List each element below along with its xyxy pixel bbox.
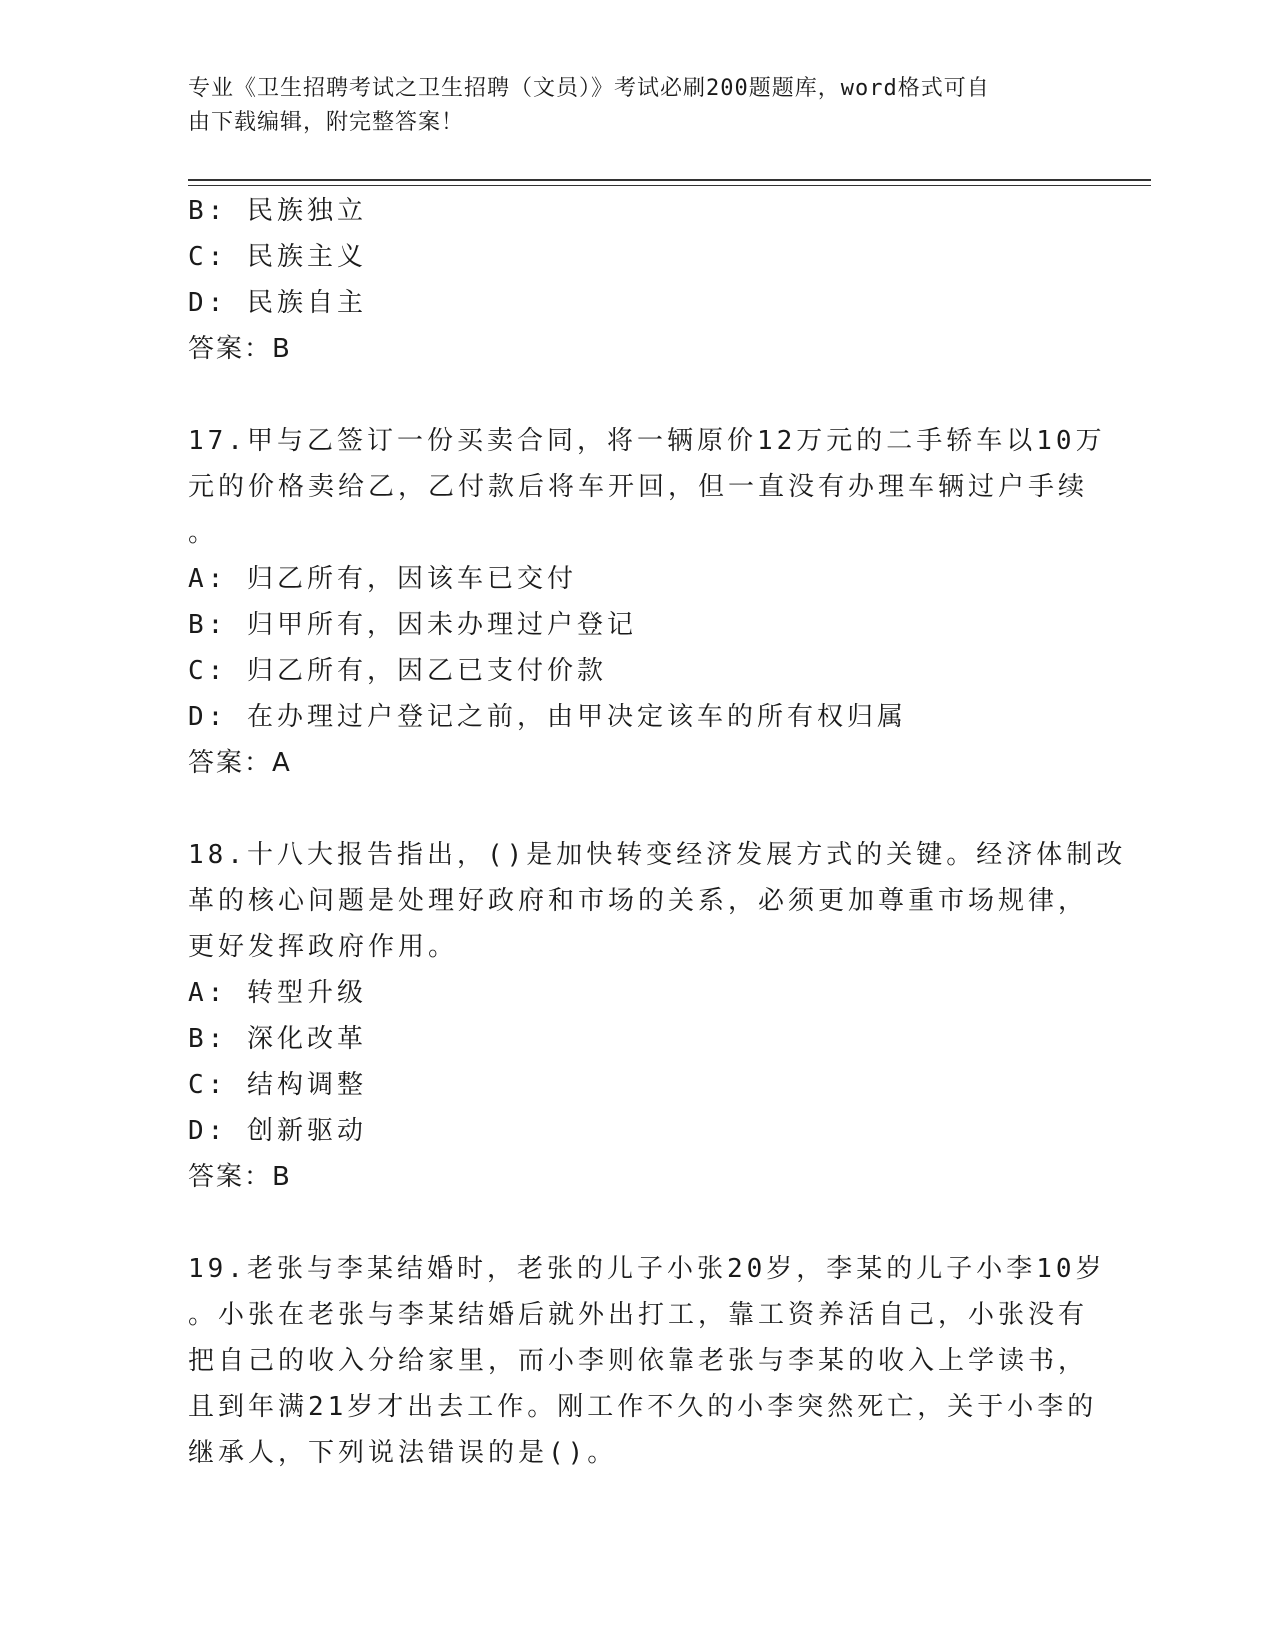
question-text-line: 把自己的收入分给家里，而小李则依靠老张与李某的收入上学读书， bbox=[188, 1346, 1089, 1376]
option-d: D: 民族自主 bbox=[188, 288, 367, 318]
question-text-line: 元的价格卖给乙，乙付款后将车开回，但一直没有办理车辆过户手续 bbox=[188, 472, 1089, 502]
question-17 bbox=[188, 418, 1106, 786]
document-body bbox=[188, 188, 1127, 1476]
header-line-1: 专业《卫生招聘考试之卫生招聘（文员）》考试必刷200题题库，word格式可自 bbox=[188, 76, 990, 101]
option-b: B: 深化改革 bbox=[188, 1024, 367, 1054]
question-text-line: 17.甲与乙签订一份买卖合同，将一辆原价12万元的二手轿车以10万 bbox=[188, 426, 1106, 456]
question-text-line: 19.老张与李某结婚时，老张的儿子小张20岁，李某的儿子小李10岁 bbox=[188, 1254, 1106, 1284]
option-d: D: 创新驱动 bbox=[188, 1116, 367, 1146]
question-text-line: 更好发挥政府作用。 bbox=[188, 932, 459, 962]
option-d: D: 在办理过户登记之前，由甲决定该车的所有权归属 bbox=[188, 702, 907, 732]
question-text-line: 且到年满21岁才出去工作。刚工作不久的小李突然死亡，关于小李的 bbox=[188, 1392, 1098, 1422]
question-18 bbox=[188, 832, 1127, 1200]
page-header bbox=[188, 72, 1068, 140]
header-rule-thick bbox=[188, 179, 1151, 181]
option-b: B: 民族独立 bbox=[188, 196, 367, 226]
spacer bbox=[188, 372, 1068, 418]
spacer bbox=[188, 1200, 1068, 1246]
answer: 答案：A bbox=[188, 748, 292, 778]
previous-question-tail bbox=[188, 188, 1068, 372]
question-text-line: 。小张在老张与李某结婚后就外出打工，靠工资养活自己，小张没有 bbox=[188, 1300, 1089, 1330]
option-a: A: 归乙所有，因该车已交付 bbox=[188, 564, 577, 594]
answer: 答案：B bbox=[188, 1162, 292, 1192]
spacer bbox=[188, 786, 1068, 832]
option-c: C: 民族主义 bbox=[188, 242, 367, 272]
option-b: B: 归甲所有，因未办理过户登记 bbox=[188, 610, 637, 640]
header-rule-thin bbox=[188, 185, 1151, 186]
question-19 bbox=[188, 1246, 1106, 1476]
question-text-line: 18.十八大报告指出，()是加快转变经济发展方式的关键。经济体制改 bbox=[188, 840, 1127, 870]
question-text-line: 继承人，下列说法错误的是()。 bbox=[188, 1438, 618, 1468]
header-line-2: 由下载编辑，附完整答案！ bbox=[188, 110, 465, 135]
question-text-line: 革的核心问题是处理好政府和市场的关系，必须更加尊重市场规律， bbox=[188, 886, 1089, 916]
option-a: A: 转型升级 bbox=[188, 978, 367, 1008]
question-text-line: 。 bbox=[188, 518, 219, 548]
answer: 答案：B bbox=[188, 334, 292, 364]
option-c: C: 归乙所有，因乙已支付价款 bbox=[188, 656, 607, 686]
option-c: C: 结构调整 bbox=[188, 1070, 367, 1100]
